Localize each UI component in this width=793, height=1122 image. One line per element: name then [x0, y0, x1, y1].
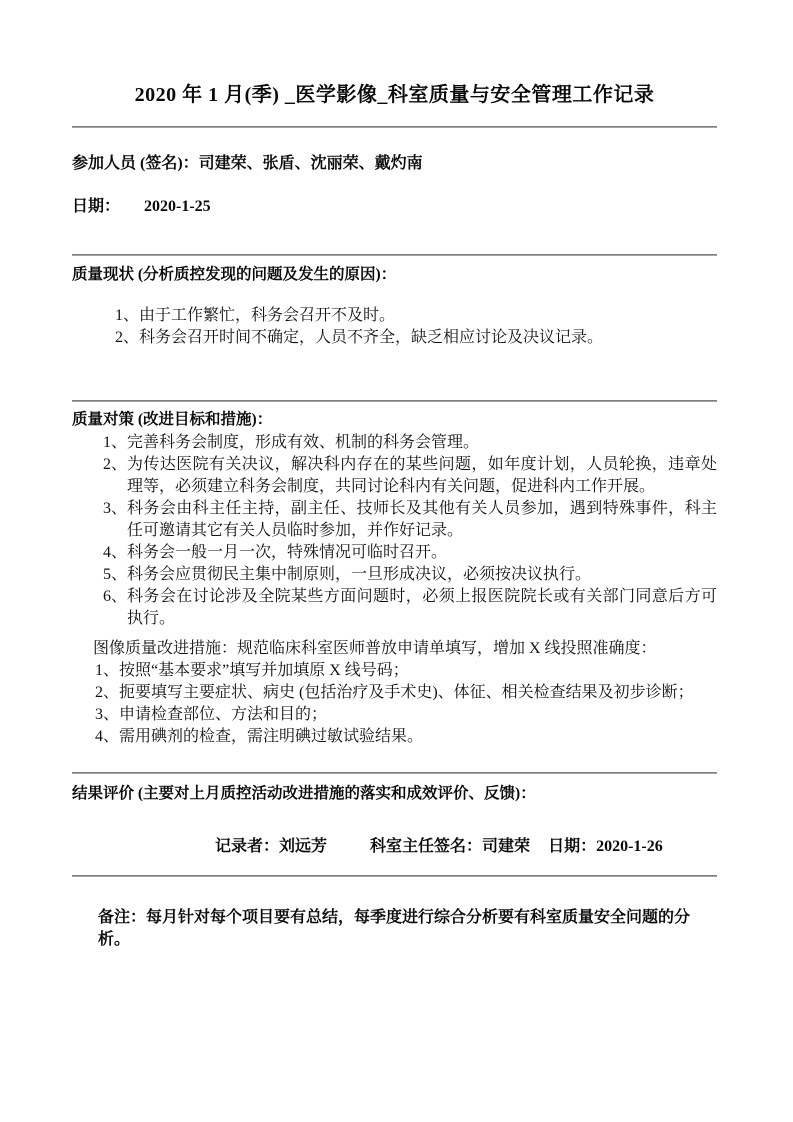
quality-status-heading: 质量现状 (分析质控发现的问题及发生的原因)： [72, 266, 397, 283]
signature-date-value: 2020-1-26 [596, 838, 663, 855]
date-label: 日期： [72, 198, 121, 215]
list-item-number: 1、 [95, 662, 120, 679]
list-item [115, 327, 717, 349]
list-item-text: 科务会在讨论涉及全院某些方面问题时，必须上报医院院长或有关部门同意后方可执行。 [127, 588, 717, 627]
list-item-number: 3、 [103, 500, 128, 517]
note-text: 每月针对每个项目要有总结，每季度进行综合分析要有科室质量安全问题的分析。 [98, 909, 691, 948]
participants-label: 参加人员 (签名)： [72, 155, 199, 172]
list-item [103, 432, 717, 454]
quality-measures-heading: 质量对策 (改进目标和措施)： [72, 411, 273, 428]
recorder-label: 记录者： [215, 838, 280, 855]
list-item-number: 2、 [95, 684, 120, 701]
list-item [115, 305, 717, 327]
participants-names: 司建荣、张盾、沈丽荣、戴灼南 [198, 155, 423, 172]
list-item-number: 2、 [115, 329, 140, 346]
divider [72, 126, 717, 128]
list-item-text: 为传达医院有关决议，解决科内存在的某些问题，如年度计划，人员轮换，违章处理等，必须建立科务会制度，共同讨论科内有关问题，促进科内工作开展。 [127, 456, 717, 495]
list-item-text: 扼要填写主要症状、病史 (包括治疗及手术史)、体征、相关检查结果及初步诊断； [119, 684, 694, 701]
list-item-text: 申请检查部位、方法和目的； [119, 706, 328, 723]
list-item-text: 需用碘剂的检查，需注明碘过敏试验结果。 [119, 728, 424, 745]
signature-date-label: 日期： [548, 838, 597, 855]
image-quality-list [72, 660, 717, 748]
director-name: 司建荣 [482, 838, 531, 855]
recorder-name: 刘远芳 [279, 838, 328, 855]
list-item [103, 542, 717, 564]
list-item [95, 704, 717, 726]
page-title: 2020 年 1 月(季) _医学影像_科室质量与安全管理工作记录 [134, 84, 655, 106]
list-item [95, 682, 717, 704]
note-line [72, 907, 717, 951]
divider [72, 772, 717, 774]
list-item-number: 1、 [103, 434, 128, 451]
list-item-number: 1、 [115, 307, 140, 324]
list-item-text: 完善科务会制度，形成有效、机制的科务会管理。 [127, 434, 480, 451]
list-item-text: 科务会召开时间不确定，人员不齐全，缺乏相应讨论及决议记录。 [139, 329, 604, 346]
result-evaluation-heading: 结果评价 (主要对上月质控活动改进措施的落实和成效评价、反馈)： [72, 785, 536, 802]
list-item [103, 586, 717, 630]
note-label: 备注： [98, 909, 147, 926]
divider [72, 875, 717, 877]
list-item-text: 科务会由科主任主持，副主任、技师长及其他有关人员参加，遇到特殊事件，科主任可邀请其它有关人员临时参加，并作好记录。 [127, 500, 717, 539]
quality-status-list [72, 305, 717, 349]
image-quality-intro: 图像质量改进措施：规范临床科室医师普放申请单填写，增加 X 线投照准确度： [93, 640, 657, 657]
list-item [95, 726, 717, 748]
list-item-text: 科务会一般一月一次，特殊情况可临时召开。 [127, 544, 448, 561]
list-item [103, 454, 717, 498]
list-item-number: 2、 [103, 456, 128, 473]
director-label: 科室主任签名： [370, 838, 483, 855]
list-item-number: 4、 [103, 544, 128, 561]
divider [72, 254, 717, 256]
list-item-number: 3、 [95, 706, 120, 723]
quality-measures-list [72, 432, 717, 630]
list-item-number: 4、 [95, 728, 120, 745]
date-line [72, 196, 717, 218]
list-item-text: 由于工作繁忙，科务会召开不及时。 [139, 307, 396, 324]
divider [72, 400, 717, 402]
list-item-number: 6、 [103, 588, 128, 605]
list-item [103, 498, 717, 542]
list-item [95, 660, 717, 682]
list-item-number: 5、 [103, 566, 128, 583]
list-item-text: 科务会应贯彻民主集中制原则，一旦形成决议，必须按决议执行。 [127, 566, 592, 583]
list-item-text: 按照“基本要求”填写并加填原 X 线号码； [119, 662, 409, 679]
date-value: 2020-1-25 [144, 198, 211, 215]
list-item [103, 564, 717, 586]
participants-line [72, 153, 717, 175]
signature-line [72, 836, 717, 858]
